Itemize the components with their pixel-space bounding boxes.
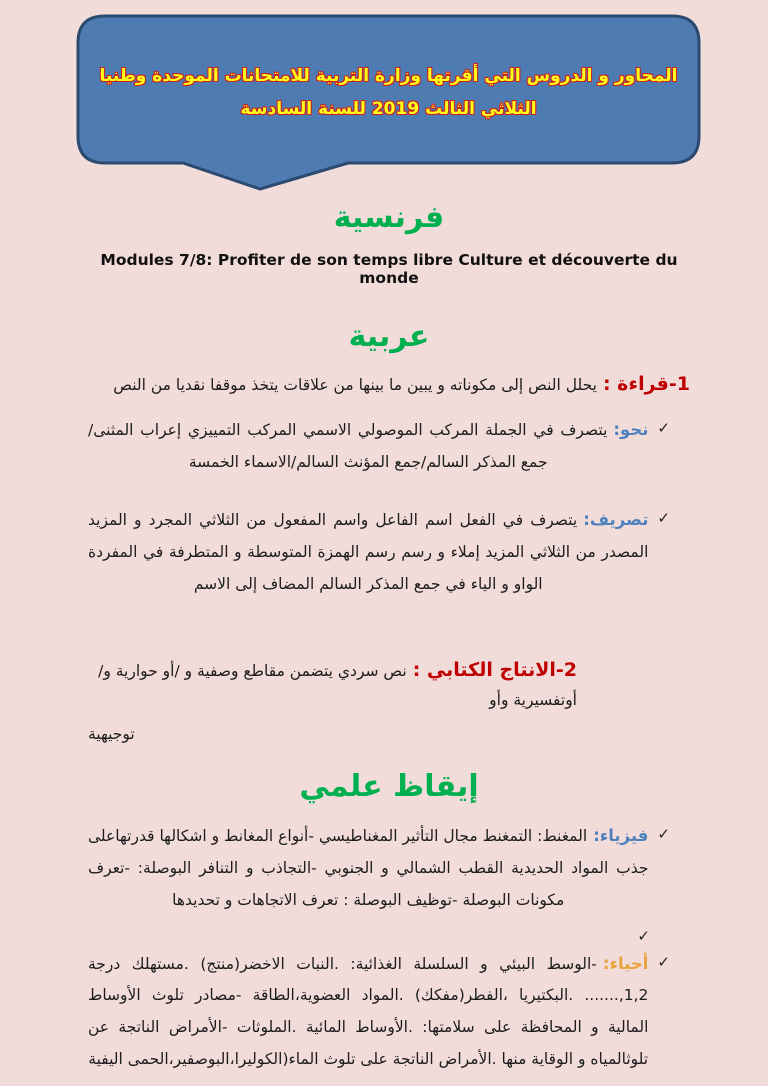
writing-text-wrap: توجيهية xyxy=(88,724,135,743)
french-modules-line: Modules 7/8: Profiter de son temps libre Culture et découverte du monde xyxy=(100,251,678,287)
bullet-conjugation xyxy=(88,503,670,600)
check-icon: ✓ xyxy=(637,926,650,945)
banner-line-1: المحاور و الدروس التي أقرتها وزارة التربية للامتحانات الموحدة وطنيا xyxy=(99,65,678,86)
heading-science: إيقاظ علمي xyxy=(299,769,479,805)
check-icon: ✓ xyxy=(657,952,670,971)
heading-arabic: عربية xyxy=(348,319,430,354)
conjugation-text: يتصرف في الفعل اسم الفاعل واسم المفعول من الثلاثي المجرد و المزيد المصدر من الثلاثي المزيد إملاء و رسم رسم الهمزة المتوسطة و المتطرفة في المفردة الواو و الياء في جمع المذكر السالم المضاف إلى الاسم xyxy=(88,510,649,593)
biology-label: أحياء: xyxy=(602,953,649,973)
bullet-grammar xyxy=(88,413,670,479)
reading-label: 1-قراءة : xyxy=(602,373,690,395)
banner-line-2: الثلاثي الثالث 2019 للسنة السادسة xyxy=(240,98,537,119)
physics-label: فيزياء: xyxy=(593,826,649,846)
writing-label: 2-الانتاج الكتابي : xyxy=(412,659,577,682)
writing-paragraph xyxy=(88,654,690,747)
bullet-biology xyxy=(88,947,670,1076)
conjugation-label: تصريف: xyxy=(583,509,649,529)
physics-text: المغنط: التمغنط مجال التأثير المغناطيسي -أنواع المغانط و اشكالها قدرتهاعلى جذب المواد الحديدية القطب الشمالي و الجنوبي -التجاذب و التنافر البوصلة: -تعرف مكونات البوصلة -توظيف البوصلة : تعرف الاتجاهات و تحديدها xyxy=(88,827,649,909)
heading-french: فرنسية xyxy=(333,200,445,235)
biology-text: -الوسط البيئي و السلسلة الغذائية: .النبات الاخضر(منتج) .مستهلك درجة 1,2,....... .البكتيريا ،الفطر(مفكك) .المواد العضوية،الطاقة -مصادر تلوث الأوساط المالية و المحافظة على سلامتها: .الأوساط المائية .الملوثات -الأمراض الناتجة عن تلوثالمياه و الوقاية منها .الأمراض الناتجة على تلوث الماء(الكوليرا،البوصفير،الحمى اليفية xyxy=(88,954,649,1068)
reading-paragraph xyxy=(88,369,690,399)
grammar-label: نحو: xyxy=(613,420,649,440)
check-icon: ✓ xyxy=(657,508,670,527)
bullet-physics xyxy=(88,819,670,916)
check-icon: ✓ xyxy=(657,825,670,844)
grammar-text: يتصرف في الجملة المركب الموصولي الاسمي المركب التمييزي إعراب المثنى/جمع المذكر السالم/جمع المؤنث السالم/الاسماء الخمسة xyxy=(88,421,608,472)
writing-text: نص سردي يتضمن مقاطع وصفية و /أو حوارية و/أوتفسيرية وأو xyxy=(98,662,577,709)
bullet-empty xyxy=(88,921,650,945)
reading-text: يحلل النص إلى مكوناته و يبين ما بينها من علاقات يتخذ موقفا نقديا من النص xyxy=(113,376,597,394)
check-icon: ✓ xyxy=(657,419,670,438)
